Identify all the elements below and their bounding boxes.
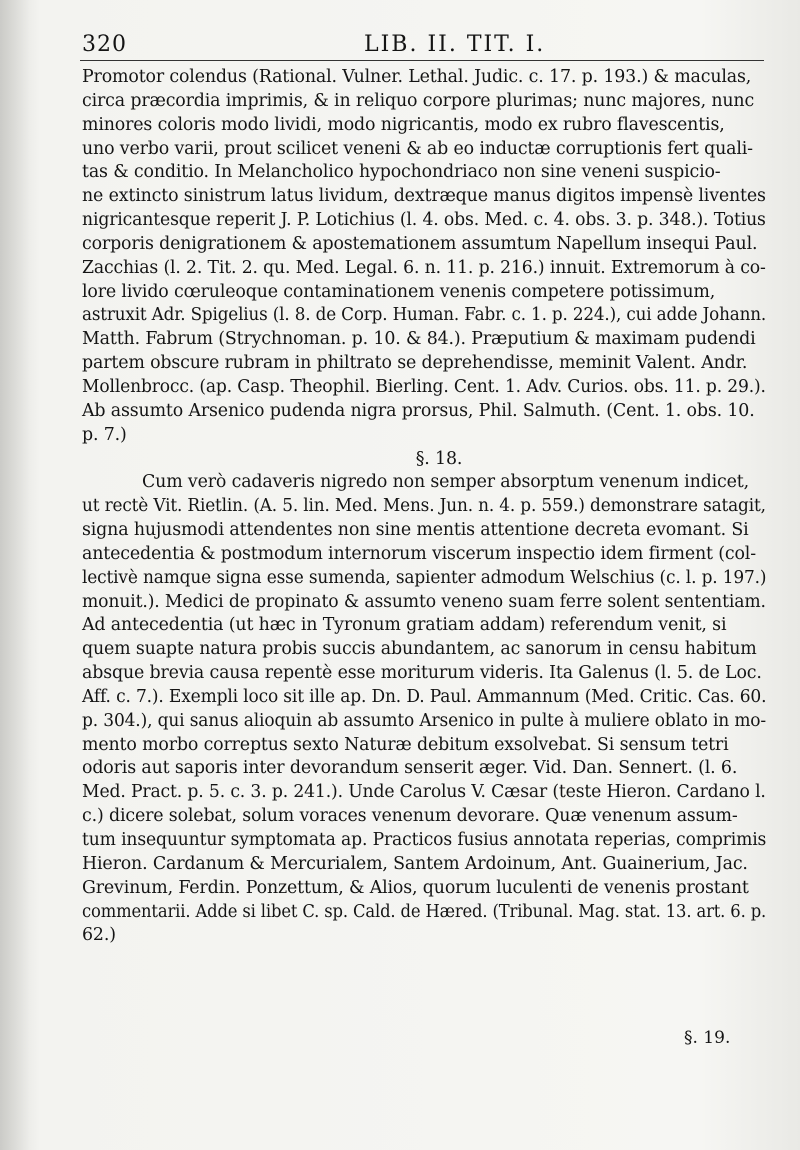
text-line: partem obscure rubram in philtrato se deprehendisse, meminit Valent. Andr. bbox=[82, 353, 748, 374]
text-line: minores coloris modo lividi, modo nigricantis, modo ex rubro flavescentis, bbox=[82, 114, 725, 135]
page-gutter-shadow bbox=[0, 0, 30, 1150]
page-number: 320 bbox=[82, 32, 127, 57]
text-line: odoris aut saporis inter devorandum senserit æger. Vid. Dan. Sennert. (l. 6. bbox=[82, 758, 738, 779]
text-line: p. 7.) bbox=[82, 424, 127, 445]
text-line: Ab assumto Arsenico pudenda nigra prorsus, Phil. Salmuth. (Cent. 1. obs. 10. bbox=[82, 400, 755, 421]
text-line: Promotor colendus (Rational. Vulner. Lethal. Judic. c. 17. p. 193.) & maculas, bbox=[82, 67, 752, 87]
text-line: quem suapte natura probis succis abundantem, ac sanorum in censu habitum bbox=[82, 639, 757, 660]
text-line: circa præcordia imprimis, & in reliquo corpore plurimas; nunc majores, nunc bbox=[82, 90, 755, 111]
text-line: c.) dicere solebat, solum voraces venenum devorare. Quæ venenum assum- bbox=[82, 806, 738, 827]
text-line: tas & conditio. In Melancholico hypochondriaco non sine veneni suspicio- bbox=[82, 162, 721, 183]
text-line: mento morbo correptus sexto Naturæ debitum exsolvebat. Si sensum tetri bbox=[82, 734, 729, 755]
text-line: lectivè namque signa esse sumenda, sapienter admodum Welschius (c. l. p. 197.) bbox=[82, 567, 767, 588]
text-line: absque brevia causa repentè esse moriturum videris. Ita Galenus (l. 5. de Loc. bbox=[82, 663, 762, 684]
text-line: Hieron. Cardanum & Mercurialem, Santem Ardoinum, Ant. Guainerium, Jac. bbox=[82, 853, 748, 874]
text-line: nigricantesque reperit J. P. Lotichius (l. 4. obs. Med. c. 4. obs. 3. p. 348.). Totius bbox=[82, 210, 766, 231]
text-line: ne extincto sinistrum latus lividum, dextræque manus digitos impensè liventes bbox=[82, 186, 766, 207]
text-line: p. 304.), qui sanus alioquin ab assumto Arsenico in pulte à muliere oblato in mo- bbox=[82, 710, 767, 731]
text-line: Mollenbrocc. (ap. Casp. Theophil. Bierling. Cent. 1. Adv. Curios. obs. 11. p. 29.). bbox=[82, 376, 766, 397]
page-header bbox=[82, 32, 762, 60]
text-line: Zacchias (l. 2. Tit. 2. qu. Med. Legal. 6. n. 11. p. 216.) innuit. Extremorum à co- bbox=[82, 257, 766, 278]
text-line: Grevinum, Ferdin. Ponzettum, & Alios, quorum luculenti de venenis prostant bbox=[82, 877, 749, 898]
paragraph-opening: Cum verò cadaveris nigredo non semper absorptum venenum indicet, bbox=[142, 472, 749, 493]
text-line: uno verbo varii, prout scilicet veneni & ab eo inductæ corruptionis fert quali- bbox=[82, 138, 753, 159]
text-line: Med. Pract. p. 5. c. 3. p. 241.). Unde Carolus V. Cæsar (teste Hieron. Cardano l. bbox=[82, 782, 766, 803]
page-body bbox=[82, 66, 766, 948]
text-line-first bbox=[82, 471, 766, 495]
text-line: lore livido cœruleoque contaminationem venenis competere potissimum, bbox=[82, 281, 716, 302]
text-line: astruxit Adr. Spigelius (l. 8. de Corp. Human. Fabr. c. 1. p. 224.), cui adde Johann. bbox=[82, 305, 767, 326]
section-heading: §. 18. bbox=[415, 448, 463, 469]
text-line: monuit.). Medici de propinato & assumto veneno suam ferre solent sententiam. bbox=[82, 591, 766, 612]
running-head: LIB. II. TIT. I. bbox=[364, 32, 546, 57]
text-line: Matth. Fabrum (Strychnoman. p. 10. & 84.). Præputium & maximam pudendi bbox=[82, 329, 756, 350]
text-line: Aff. c. 7.). Exempli loco sit ille ap. Dn. D. Paul. Ammannum (Med. Critic. Cas. 60. bbox=[82, 686, 767, 707]
text-line: corporis denigrationem & apostemationem assumtum Napellum insequi Paul. bbox=[82, 233, 758, 254]
text-line: tum insequuntur symptomata ap. Practicos fusius annotata reperias, comprimis bbox=[82, 830, 767, 850]
header-rule bbox=[80, 60, 764, 61]
text-line: 62.) bbox=[82, 925, 116, 946]
text-line: Ad antecedentia (ut hæc in Tyronum gratiam addam) referendum venit, si bbox=[82, 615, 727, 636]
catchword: §. 19. bbox=[684, 1028, 731, 1048]
text-line: signa hujusmodi attendentes non sine mentis attentione decreta evomant. Si bbox=[82, 520, 749, 541]
text-line: antecedentia & postmodum internorum viscerum inspectio idem firment (col- bbox=[82, 543, 756, 564]
text-line: commentarii. Adde si libet C. sp. Cald. de Hæred. (Tribunal. Mag. stat. 13. art. 6. p. bbox=[82, 901, 767, 922]
text-line: ut rectè Vit. Rietlin. (A. 5. lin. Med. Mens. Jun. n. 4. p. 559.) demonstrare satagit, bbox=[82, 496, 766, 517]
